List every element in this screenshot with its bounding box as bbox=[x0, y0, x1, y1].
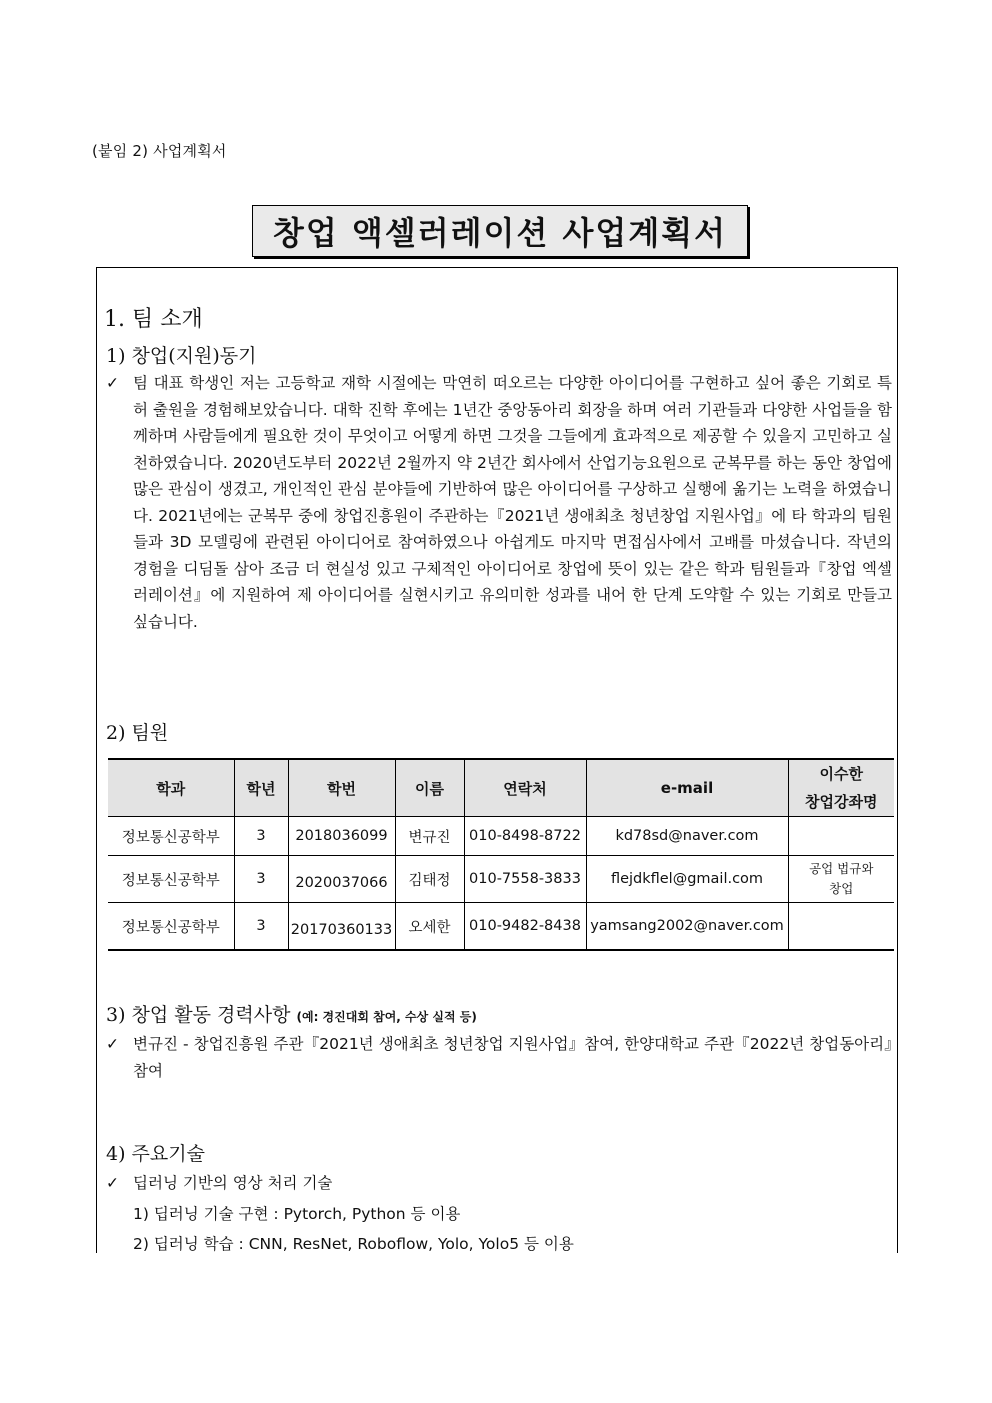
section-heading-team-intro: 1. 팀 소개 bbox=[104, 307, 203, 332]
document-title: 창업 액셀러레이션 사업계획서 bbox=[272, 214, 728, 252]
cell-name: 오세한 bbox=[395, 903, 464, 951]
subheading-career bbox=[106, 1000, 477, 1027]
team-table bbox=[108, 758, 894, 951]
motive-paragraph bbox=[106, 370, 892, 635]
cell-student-id: 20170360133 bbox=[288, 903, 395, 951]
check-icon: ✓ bbox=[106, 1035, 119, 1053]
cell-email: flejdkflel@gmail.com bbox=[586, 856, 788, 903]
subheading-motive: 1) 창업(지원)동기 bbox=[106, 345, 257, 367]
cell-grade: 3 bbox=[234, 903, 288, 951]
cell-phone: 010-8498-8722 bbox=[464, 817, 586, 856]
document-title-box bbox=[252, 205, 748, 257]
tech-sub-item: 1) 딥러닝 기술 구현 : Pytorch, Python 등 이용 bbox=[133, 1205, 461, 1223]
col-name: 이름 bbox=[395, 759, 464, 817]
team-table-header bbox=[108, 759, 894, 817]
career-heading-text: 3) 창업 활동 경력사항 bbox=[106, 1004, 291, 1026]
col-phone: 연락처 bbox=[464, 759, 586, 817]
table-row bbox=[108, 817, 894, 856]
attachment-label: (붙임 2) 사업계획서 bbox=[92, 142, 227, 160]
tech-item bbox=[106, 1171, 332, 1193]
cell-dept: 정보통신공학부 bbox=[108, 856, 234, 903]
cell-email: yamsang2002@naver.com bbox=[586, 903, 788, 951]
table-row bbox=[108, 903, 894, 951]
col-course-line2: 창업강좌명 bbox=[805, 793, 878, 811]
subheading-tech: 4) 주요기술 bbox=[106, 1143, 205, 1165]
col-course-line1: 이수한 bbox=[819, 765, 863, 783]
subheading-team: 2) 팀원 bbox=[106, 722, 169, 744]
motive-text: 팀 대표 학생인 저는 고등학교 재학 시절에는 막연히 떠오르는 다양한 아이디어를 구현하고 싶어 좋은 기회로 특허 출원을 경험해보았습니다. 대학 진학 후에는 1년간 중앙동아리 회장을 하며 여러 기관들과 다양한 사업들을 함께하며 사람들에게 필요한 것이 무엇이고 어떻게 하면 그것을 그들에게 효과적으로 제공할 수 있을지 고민하고 실천하였습니다. 2020년도부터 2022년 2월까지 약 2년간 회사에서 산업기능요원으로 군복무를 하는 동안 창업에 많은 관심이 생겼고, 개인적인 관심 분야들에 기반하여 많은 아이디어를 구상하고 실행에 옮기는 노력을 하였습니다. 2021년에는 군복무 중에 창업진흥원이 주관하는『2021년 생애최초 청년창업 지원사업』에 타 학과의 팀원들과 3D 모델링에 관련된 아이디어로 참여하였으나 아쉽게도 마지막 면접심사에서 고배를 마셨습니다. 작년의 경험을 디딤돌 삼아 조금 더 현실성 있고 구체적인 아이디어로 창업에 뜻이 있는 같은 학과 팀원들과『창업 엑셀러레이션』에 지원하여 제 아이디어를 실현시키고 유의미한 성과를 내어 한 단계 도약할 수 있는 기회로 만들고 싶습니다. bbox=[133, 374, 892, 631]
cell-course bbox=[788, 817, 894, 856]
cell-dept: 정보통신공학부 bbox=[108, 817, 234, 856]
cell-student-id: 2020037066 bbox=[288, 856, 395, 903]
col-email: e-mail bbox=[586, 759, 788, 817]
cell-grade: 3 bbox=[234, 817, 288, 856]
tech-sub-item: 2) 딥러닝 학습 : CNN, ResNet, Roboflow, Yolo, Yolo5 등 이용 bbox=[133, 1235, 574, 1253]
cell-student-id: 2018036099 bbox=[288, 817, 395, 856]
cell-dept: 정보통신공학부 bbox=[108, 903, 234, 951]
tech-item-text: 딥러닝 기반의 영상 처리 기술 bbox=[133, 1174, 333, 1192]
cell-name: 김태정 bbox=[395, 856, 464, 903]
col-dept: 학과 bbox=[108, 759, 234, 817]
col-course bbox=[788, 759, 894, 817]
check-icon: ✓ bbox=[106, 1174, 119, 1192]
cell-email: kd78sd@naver.com bbox=[586, 817, 788, 856]
cell-name: 변규진 bbox=[395, 817, 464, 856]
cell-course bbox=[788, 903, 894, 951]
cell-phone: 010-9482-8438 bbox=[464, 903, 586, 951]
col-grade: 학년 bbox=[234, 759, 288, 817]
col-student-id: 학번 bbox=[288, 759, 395, 817]
cell-course bbox=[788, 856, 894, 903]
table-row bbox=[108, 856, 894, 903]
cell-course-line2: 창업 bbox=[829, 881, 854, 896]
cell-grade: 3 bbox=[234, 856, 288, 903]
career-text: 변규진 - 창업진흥원 주관『2021년 생애최초 청년창업 지원사업』참여, 한양대학교 주관『2022년 창업동아리』참여 bbox=[133, 1035, 892, 1080]
career-paragraph bbox=[106, 1031, 892, 1084]
check-icon: ✓ bbox=[106, 374, 119, 392]
career-heading-note: (예: 경진대회 참여, 수상 실적 등) bbox=[296, 1010, 477, 1024]
cell-course-line1: 공업 법규와 bbox=[809, 861, 874, 876]
cell-phone: 010-7558-3833 bbox=[464, 856, 586, 903]
